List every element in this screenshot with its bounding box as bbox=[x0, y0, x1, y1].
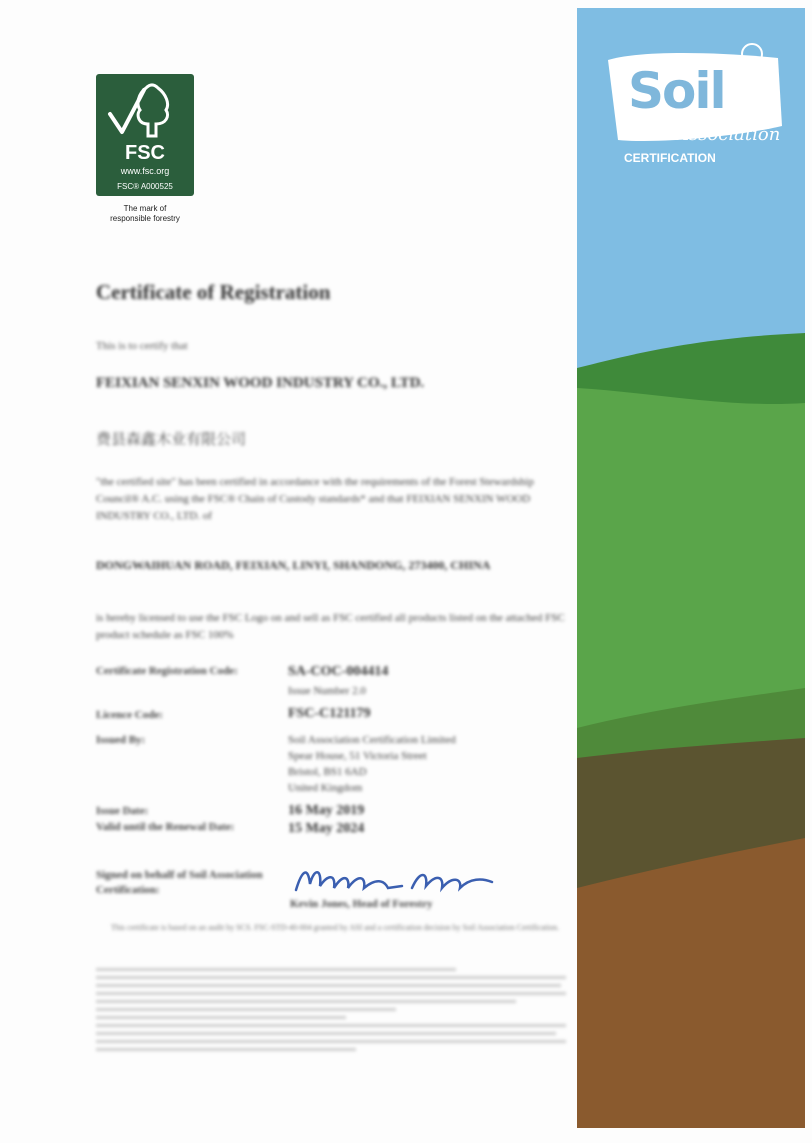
signature-image bbox=[292, 860, 502, 905]
soil-logo-certification: CERTIFICATION bbox=[624, 151, 716, 165]
soil-logo-word: Soil bbox=[628, 62, 725, 120]
issue-date-label: Issue Date: bbox=[96, 805, 149, 817]
valid-until-value: 15 May 2024 bbox=[288, 821, 365, 836]
fsc-tagline bbox=[96, 204, 194, 224]
fsc-tree-checkmark-icon bbox=[96, 74, 194, 144]
issuer-line-1: Soil Association Certification Limited bbox=[288, 734, 456, 746]
certification-statement: "the certified site" has been certified in accordance with the requirements of the Forest Stewardship Council® A.C. using the FSC® Chain of Custody standards* and that FEIXIAN SENXIN WOOD INDUSTRY CO., LTD. of bbox=[96, 476, 534, 522]
issuer-line-4: United Kingdom bbox=[288, 782, 363, 794]
fsc-brand: FSC bbox=[125, 142, 165, 164]
fsc-tagline-line-1: The mark of bbox=[123, 204, 167, 213]
fsc-tagline-line-2: responsible forestry bbox=[110, 214, 180, 223]
fine-print bbox=[96, 968, 571, 1062]
landscape-band bbox=[577, 8, 805, 1128]
certify-intro: This is to certify that bbox=[96, 340, 188, 352]
certificate-note: This certificate is based on an audit by SCS. FSC-STD-40-004 granted by ASI and a certification decision by Soil Association Certification. bbox=[110, 923, 560, 932]
issuer-line-2: Spear House, 51 Victoria Street bbox=[288, 750, 427, 762]
certificate-title: Certificate of Registration bbox=[96, 280, 331, 304]
fsc-url: www.fsc.org bbox=[120, 166, 170, 176]
company-address: DONGWAIHUAN ROAD, FEIXIAN, LINYI, SHANDONG, 273400, CHINA bbox=[96, 558, 491, 572]
issue-date-value: 16 May 2019 bbox=[288, 803, 365, 818]
issued-by-label: Issued By: bbox=[96, 734, 146, 746]
licence-code-label: Licence Code: bbox=[96, 709, 163, 721]
signer-name: Kevin Jones, Head of Forestry bbox=[290, 898, 433, 910]
company-name-chinese: 费县森鑫木业有限公司 bbox=[96, 432, 247, 448]
valid-until-label: Valid until the Renewal Date: bbox=[96, 821, 235, 833]
reg-code-label: Certificate Registration Code: bbox=[96, 665, 238, 677]
fsc-logo bbox=[96, 74, 194, 196]
licence-code-value: FSC-C121179 bbox=[288, 706, 371, 721]
issuer-line-3: Bristol, BS1 6AD bbox=[288, 766, 367, 778]
fsc-licence-code: FSC® A000525 bbox=[117, 182, 173, 191]
soil-logo-association: Association bbox=[676, 124, 781, 145]
signed-by-label: Signed on behalf of Soil Association Certification: bbox=[96, 869, 263, 896]
reg-code-value: SA-COC-004414 bbox=[288, 664, 389, 679]
company-name: FEIXIAN SENXIN WOOD INDUSTRY CO., LTD. bbox=[96, 375, 425, 391]
issue-number: Issue Number 2.0 bbox=[288, 685, 366, 697]
licence-statement: is hereby licensed to use the FSC Logo on and sell as FSC certified all products listed on the attached FSC product schedule as FSC 100% bbox=[96, 612, 565, 641]
